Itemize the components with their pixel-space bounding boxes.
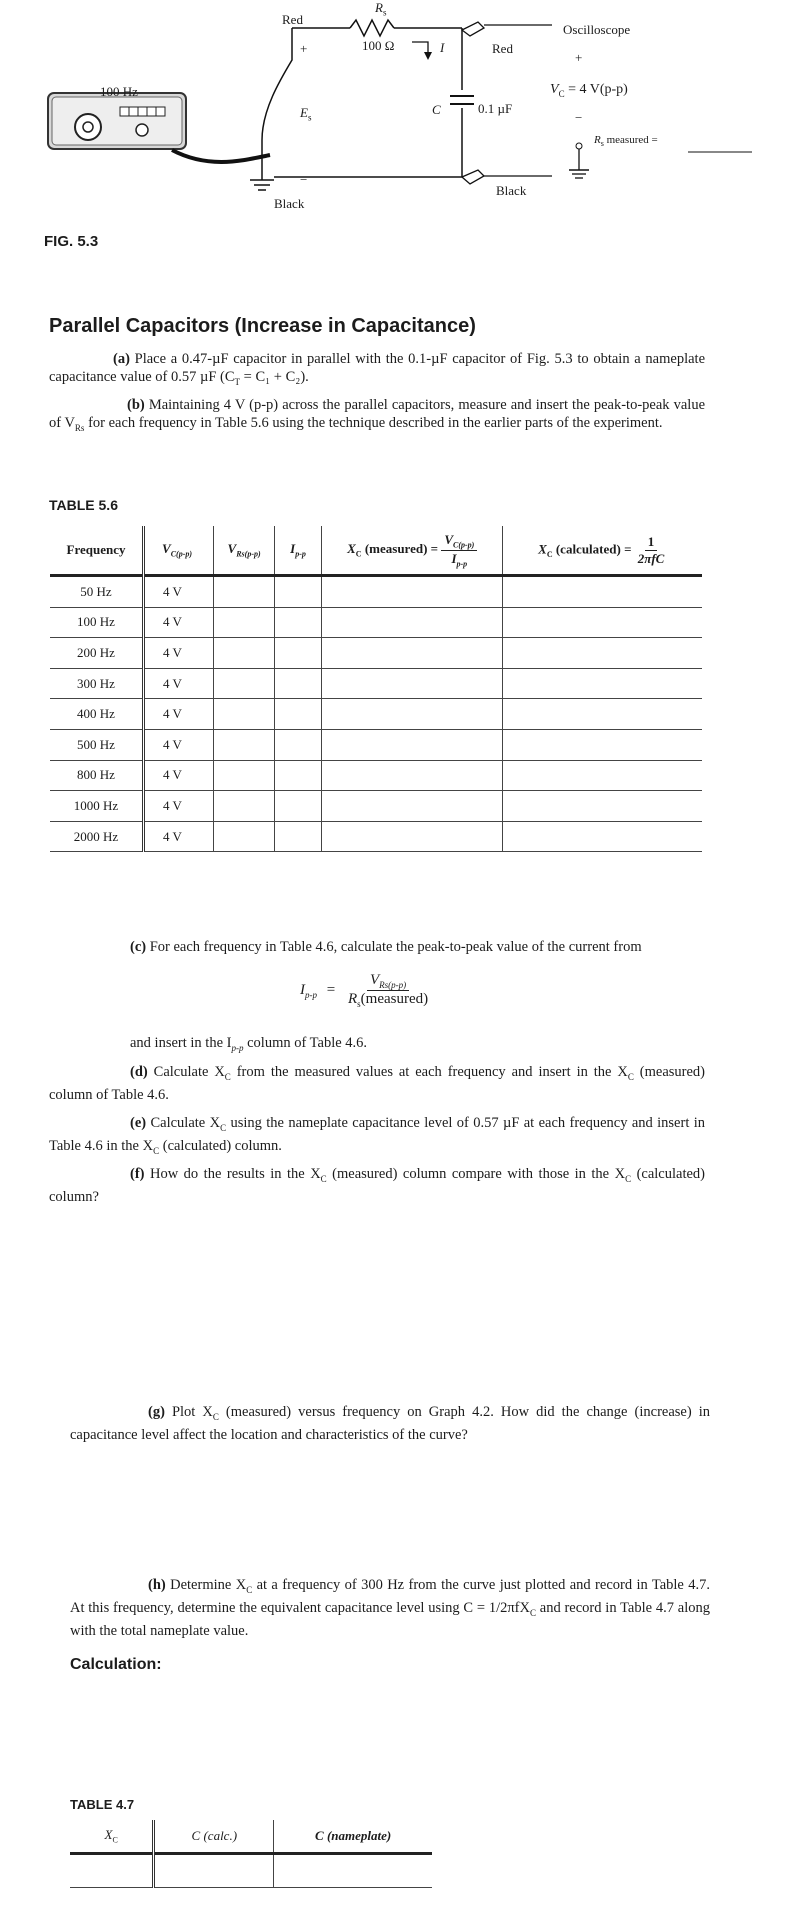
cell-ipp[interactable] xyxy=(275,821,322,852)
resistor-icon xyxy=(350,20,394,36)
cell-xc-measured[interactable] xyxy=(321,760,503,791)
cell-xc-measured[interactable] xyxy=(321,699,503,730)
cell-vc: 4 V xyxy=(144,607,214,638)
step-b: (b) Maintaining 4 V (p-p) across the parallel capacitors, measure and insert the peak-to-peak value of $V_{Rs}$ for each frequency in Table 5.6 using the technique described in the earlier parts of the experiment. xyxy=(49,397,706,433)
cell-xc-calculated[interactable] xyxy=(503,576,702,608)
cell-frequency: 400 Hz xyxy=(50,699,144,730)
step-e: (e) Calculate $X_C$ using the nameplate capacitance level of 0.57 µF at each frequency and insert in Table 4.6 in the $X_C$ (calculated) column. xyxy=(49,1115,705,1156)
cell-frequency: 2000 Hz xyxy=(50,821,144,852)
function-generator xyxy=(48,93,186,149)
cell-frequency: 300 Hz xyxy=(50,668,144,699)
source-minus: − xyxy=(300,172,308,187)
step-c-after: and insert in the $I_{p-p}$ column of Table 4.6. xyxy=(130,1035,368,1053)
cell-vrs[interactable] xyxy=(214,668,275,699)
step-h: (h) Determine $X_C$ at a frequency of 300 Hz from the curve just plotted and record in Table 4.7. At this frequency, determine the equivalent capacitance level using C = 1/2πfX$_C$ and record in Table 4.7 along with the total nameplate value. xyxy=(70,1577,711,1639)
cell-vrs[interactable] xyxy=(214,760,275,791)
ipp-formula: $I_{p-p}$ = $\frac{V_{Rs(p-p)}}{R_s(measured)}$ xyxy=(300,972,429,1009)
cell-xc-measured[interactable] xyxy=(321,821,503,852)
cell-xc-calculated[interactable] xyxy=(503,760,702,791)
cell-ipp[interactable] xyxy=(275,699,322,730)
black-lead-label-right: Black xyxy=(496,183,527,198)
step-f: (f) How do the results in the $X_C$ (measured) column compare with those in the $X_C$ (calculated) column? xyxy=(49,1166,706,1205)
cell-c-nameplate[interactable] xyxy=(274,1854,432,1888)
cell-xc-calculated[interactable] xyxy=(503,821,702,852)
cell-frequency: 50 Hz xyxy=(50,576,144,608)
cell-vrs[interactable] xyxy=(214,729,275,760)
cell-xc[interactable] xyxy=(70,1854,154,1888)
cell-frequency: 1000 Hz xyxy=(50,791,144,822)
table-row xyxy=(70,1854,432,1888)
table-row xyxy=(50,638,702,669)
header-xc-calculated: $X_C$ (calculated) = $\frac{1}{\text{2πfC}}$ xyxy=(503,526,702,576)
header-vc: $V_{C(p-p)}$ xyxy=(144,526,214,576)
table-row xyxy=(50,607,702,638)
cell-vrs[interactable] xyxy=(214,607,275,638)
capacitor-icon xyxy=(450,90,474,108)
calculation-label: Calculation: xyxy=(70,1656,162,1673)
red-lead-label-right: Red xyxy=(492,41,513,56)
cell-vc: 4 V xyxy=(144,699,214,730)
ground-icon xyxy=(250,160,274,190)
capacitor-label: C xyxy=(432,102,441,117)
cell-ipp[interactable] xyxy=(275,607,322,638)
cell-xc-measured[interactable] xyxy=(321,576,503,608)
cell-xc-calculated[interactable] xyxy=(503,638,702,669)
black-lead-label-left: Black xyxy=(274,196,305,211)
table-4-7 xyxy=(70,1820,432,1888)
cell-vc: 4 V xyxy=(144,729,214,760)
step-c: (c) For each frequency in Table 4.6, calculate the peak-to-peak value of the current from xyxy=(130,939,642,955)
cell-ipp[interactable] xyxy=(275,668,322,699)
cell-xc-measured[interactable] xyxy=(321,607,503,638)
cell-vrs[interactable] xyxy=(214,699,275,730)
table-row xyxy=(50,760,702,791)
header-ipp: $I_{p-p}$ xyxy=(275,526,322,576)
cell-vrs[interactable] xyxy=(214,638,275,669)
step-a: (a) Place a 0.47-µF capacitor in parallel with the 0.1-µF capacitor of Fig. 5.3 to obtain a nameplate capacitance value of 0.57 µF $(C_T = C_1 + C_2)$. xyxy=(49,351,706,387)
rs-measured-label: $R_s$ measured = xyxy=(594,134,658,149)
cell-xc-calculated[interactable] xyxy=(503,729,702,760)
cell-vc: 4 V xyxy=(144,791,214,822)
step-d: (d) Calculate $X_C$ from the measured values at each frequency and insert in the $X_C$ (measured) column of Table 4.6. xyxy=(49,1064,706,1103)
red-lead-label-top: Red xyxy=(282,12,303,27)
cell-xc-measured[interactable] xyxy=(321,668,503,699)
table-row xyxy=(50,668,702,699)
cell-xc-measured[interactable] xyxy=(321,729,503,760)
cell-xc-calculated[interactable] xyxy=(503,699,702,730)
cell-ipp[interactable] xyxy=(275,576,322,608)
circuit-diagram xyxy=(0,0,788,230)
oscilloscope-plus: + xyxy=(575,50,583,65)
table-row xyxy=(50,729,702,760)
table-header-row xyxy=(70,1820,432,1854)
table-5-6-label: TABLE 5.6 xyxy=(49,497,118,513)
measurement-terminal-icon xyxy=(569,143,589,178)
header-frequency: Frequency xyxy=(50,526,144,576)
cell-ipp[interactable] xyxy=(275,760,322,791)
cell-vrs[interactable] xyxy=(214,576,275,608)
cell-vc: 4 V xyxy=(144,760,214,791)
cell-ipp[interactable] xyxy=(275,729,322,760)
capacitor-value: 0.1 µF xyxy=(478,101,513,116)
cell-frequency: 500 Hz xyxy=(50,729,144,760)
cell-xc-calculated[interactable] xyxy=(503,791,702,822)
header-c-calc: C (calc.) xyxy=(154,1820,274,1854)
source-es-label: $E_s$ xyxy=(300,105,312,123)
cell-ipp[interactable] xyxy=(275,638,322,669)
table-row xyxy=(50,699,702,730)
figure-caption: FIG. 5.3 xyxy=(44,233,99,250)
header-xc-measured: $X_C$ (measured) = $\frac{V_{C(p-p)}}{I_{p-p}}$ xyxy=(321,526,503,576)
step-g: (g) Plot $X_C$ (measured) versus frequency on Graph 4.2. How did the change (increase) in capacitance level affect the location and characteristics of the curve? xyxy=(70,1404,711,1443)
generator-frequency-label: 100 Hz xyxy=(100,84,138,99)
cell-xc-calculated[interactable] xyxy=(503,607,702,638)
cell-vrs[interactable] xyxy=(214,791,275,822)
table-row xyxy=(50,791,702,822)
cell-ipp[interactable] xyxy=(275,791,322,822)
table-row xyxy=(50,576,702,608)
resistor-value: 100 Ω xyxy=(362,38,395,53)
resistor-name: $R_s$ xyxy=(375,0,387,18)
cell-vc: 4 V xyxy=(144,638,214,669)
header-c-nameplate: C (nameplate) xyxy=(274,1820,432,1854)
header-xc: $X_C$ xyxy=(70,1820,154,1854)
current-label: I xyxy=(440,40,445,55)
cell-vc: 4 V xyxy=(144,668,214,699)
cell-frequency: 200 Hz xyxy=(50,638,144,669)
cell-xc-measured[interactable] xyxy=(321,791,503,822)
oscilloscope-minus: − xyxy=(575,110,583,125)
cell-xc-calculated[interactable] xyxy=(503,668,702,699)
cell-xc-measured[interactable] xyxy=(321,638,503,669)
cell-frequency: 800 Hz xyxy=(50,760,144,791)
table-row xyxy=(50,821,702,852)
cell-vrs[interactable] xyxy=(214,821,275,852)
cell-vc: 4 V xyxy=(144,576,214,608)
source-plus: + xyxy=(300,41,308,56)
cell-c-calc[interactable] xyxy=(154,1854,274,1888)
table-5-6 xyxy=(50,526,702,852)
header-vrs: $V_{Rs(p-p)}$ xyxy=(214,526,275,576)
table-4-7-label: TABLE 4.7 xyxy=(70,1797,135,1812)
table-header-row xyxy=(50,526,702,576)
cell-vc: 4 V xyxy=(144,821,214,852)
cell-frequency: 100 Hz xyxy=(50,607,144,638)
vc-reading: $V_C = 4$ V(p-p) xyxy=(550,82,628,99)
section-title: Parallel Capacitors (Increase in Capacitance) xyxy=(49,315,476,337)
oscilloscope-label: Oscilloscope xyxy=(563,22,631,37)
